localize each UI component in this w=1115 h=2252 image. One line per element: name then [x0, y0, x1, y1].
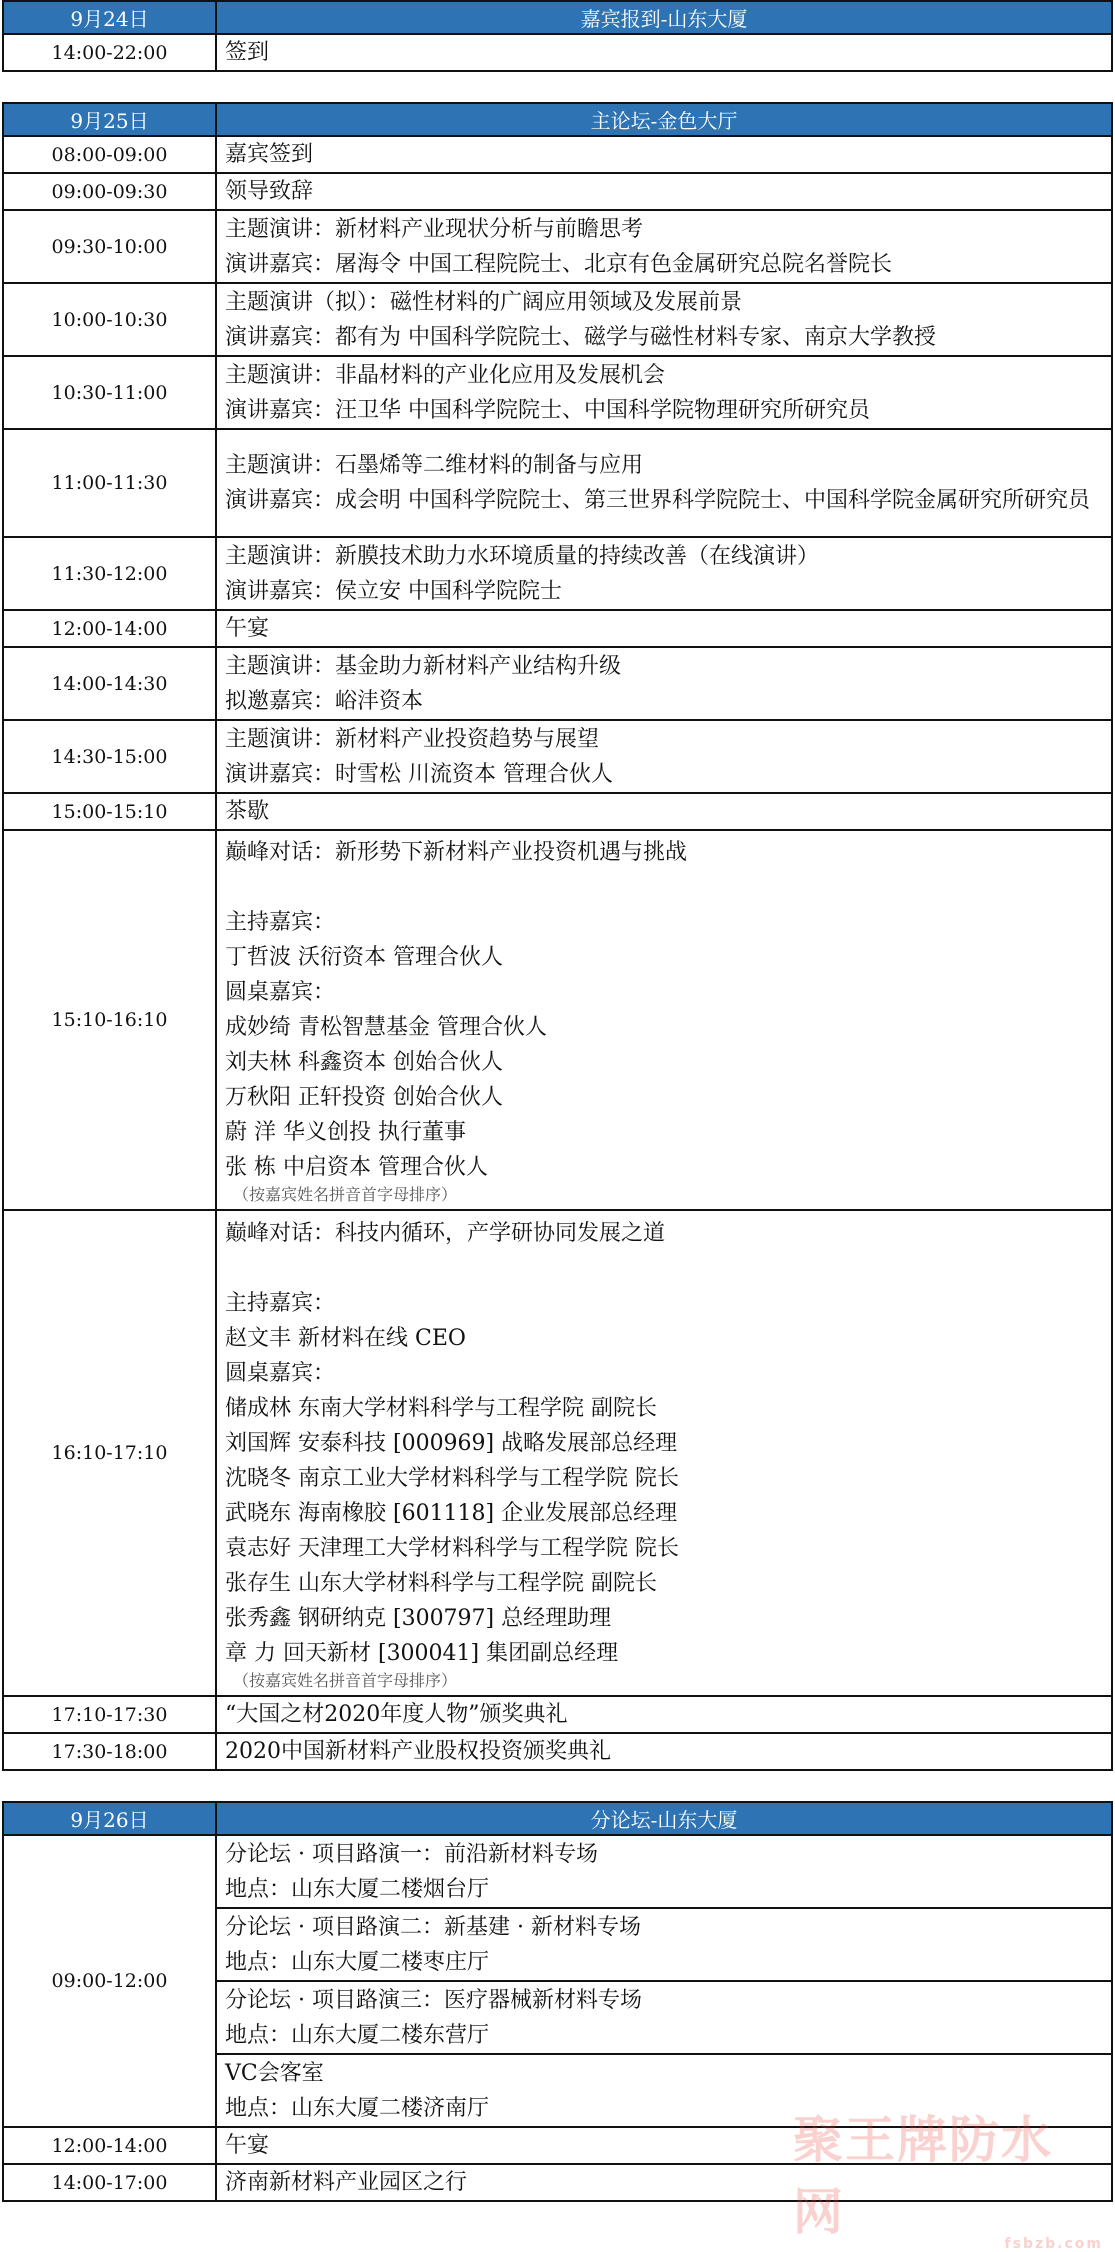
session-line: 丁哲波 沃衍资本 管理合伙人 [225, 945, 503, 970]
session-cell [216, 1696, 1112, 1733]
session-line: 张秀鑫 钢研纳克 [300797] 总经理助理 [225, 1605, 612, 1631]
table-row [3, 830, 1112, 1210]
session-line: 主持嘉宾： [225, 1290, 336, 1316]
session-line: 嘉宾签到 [225, 142, 314, 167]
session-line: 赵文丰 新材料在线 CEO [225, 1325, 466, 1351]
section-date: 9月24日 [3, 1, 216, 34]
session-line: 午宴 [225, 2133, 270, 2158]
section-date: 9月25日 [3, 103, 216, 136]
session-line: 主题演讲：石墨烯等二维材料的制备与应用 [225, 453, 644, 478]
session-line: 济南新材料产业园区之行 [225, 2170, 468, 2195]
session-cell [216, 210, 1112, 283]
session-line: 地点：山东大厦二楼枣庄厅 [225, 1949, 490, 1975]
session-line: 圆桌嘉宾： [225, 1360, 336, 1386]
session-line: 张存生 山东大学材料科学与工程学院 副院长 [225, 1570, 657, 1596]
session-line [225, 1251, 1105, 1286]
session-cell [216, 1210, 1112, 1696]
session-line: 袁志好 天津理工大学材料科学与工程学院 院长 [225, 1535, 679, 1561]
time-cell: 14:00-17:00 [3, 2164, 216, 2201]
session-line: 演讲嘉宾：时雪松 川流资本 管理合伙人 [225, 761, 613, 787]
session-line: 午宴 [225, 616, 270, 641]
section-header [3, 1802, 1112, 1835]
spacer-cell [3, 71, 1112, 103]
session-line: 签到 [225, 40, 270, 65]
session-cell [216, 429, 1112, 537]
time-cell: 12:00-14:00 [3, 610, 216, 647]
section-title: 分论坛-山东大厦 [216, 1802, 1112, 1835]
session-line: 拟邀嘉宾：峪沣资本 [225, 688, 424, 714]
session-cell [216, 173, 1112, 210]
session-line: 主持嘉宾： [225, 910, 336, 935]
section-title: 主论坛-金色大厅 [216, 103, 1112, 136]
time-cell: 17:10-17:30 [3, 1696, 216, 1733]
session-line: 主题演讲：非晶材料的产业化应用及发展机会 [225, 362, 666, 388]
session-line: 主题演讲（拟）：磁性材料的广阔应用领域及发展前景 [225, 289, 743, 315]
session-cell [216, 610, 1112, 647]
session-cell [216, 2054, 1112, 2127]
table-row [3, 1696, 1112, 1733]
watermark-sub: fsbzb.com [1004, 2236, 1103, 2252]
session-line: 演讲嘉宾：侯立安 中国科学院院士 [225, 578, 562, 604]
table-row [3, 429, 1112, 537]
session-line: 领导致辞 [225, 179, 314, 204]
session-line: 分论坛 · 项目路演一：前沿新材料专场 [225, 1841, 598, 1867]
session-line: 章 力 回天新材 [300041] 集团副总经理 [225, 1640, 619, 1666]
time-cell: 14:00-14:30 [3, 647, 216, 720]
session-cell [216, 1981, 1112, 2054]
session-line: 分论坛 · 项目路演二：新基建 · 新材料专场 [225, 1914, 641, 1940]
session-line: 地点：山东大厦二楼济南厅 [225, 2095, 490, 2121]
session-line: 张 栋 中启资本 管理合伙人 [225, 1155, 488, 1180]
session-line: 演讲嘉宾：屠海令 中国工程院院士、北京有色金属研究总院名誉院长 [225, 251, 892, 277]
session-cell [216, 537, 1112, 610]
session-cell [216, 1835, 1112, 1908]
session-cell [216, 283, 1112, 356]
session-line: 演讲嘉宾：成会明 中国科学院院士、第三世界科学院院士、中国科学院金属研究所研究员 [225, 488, 1090, 513]
sort-note: （按嘉宾姓名拼音首字母排序） [233, 1670, 458, 1690]
table-row [3, 1835, 1112, 1908]
table-row [3, 610, 1112, 647]
section-header [3, 1, 1112, 34]
table-row [3, 1210, 1112, 1696]
session-line: 巅峰对话：科技内循环，产学研协同发展之道 [225, 1220, 666, 1246]
session-line: 茶歇 [225, 799, 270, 824]
time-cell: 08:00-09:00 [3, 136, 216, 173]
session-line: 主题演讲：新材料产业现状分析与前瞻思考 [225, 216, 644, 242]
section-date: 9月26日 [3, 1802, 216, 1835]
session-line: 成妙绮 青松智慧基金 管理合伙人 [225, 1015, 547, 1040]
session-cell [216, 793, 1112, 830]
sort-note: （按嘉宾姓名拼音首字母排序） [233, 1185, 458, 1204]
table-row [3, 1733, 1112, 1770]
session-cell [216, 34, 1112, 71]
session-line: 武晓东 海南橡胶 [601118] 企业发展部总经理 [225, 1500, 678, 1526]
session-cell [216, 1908, 1112, 1981]
session-line: 演讲嘉宾：汪卫华 中国科学院院士、中国科学院物理研究所研究员 [225, 397, 870, 423]
session-line [225, 870, 1105, 905]
session-cell [216, 1733, 1112, 1770]
time-cell: 15:00-15:10 [3, 793, 216, 830]
time-cell: 10:00-10:30 [3, 283, 216, 356]
table-row [3, 356, 1112, 429]
time-cell: 14:30-15:00 [3, 720, 216, 793]
table-row [3, 173, 1112, 210]
schedule-table [2, 0, 1113, 2202]
session-line: 主题演讲：新膜技术助力水环境质量的持续改善（在线演讲） [225, 543, 820, 569]
table-row [3, 647, 1112, 720]
session-line: 主题演讲：基金助力新材料产业结构升级 [225, 653, 622, 679]
session-cell [216, 136, 1112, 173]
session-line: 万秋阳 正轩投资 创始合伙人 [225, 1085, 503, 1110]
session-line: VC会客室 [225, 2060, 324, 2086]
session-cell [216, 647, 1112, 720]
session-line: 刘夫林 科鑫资本 创始合伙人 [225, 1050, 503, 1075]
time-cell: 12:00-14:00 [3, 2127, 216, 2164]
session-cell [216, 830, 1112, 1210]
table-row [3, 34, 1112, 71]
section-spacer [3, 1770, 1112, 1802]
time-cell: 09:00-12:00 [3, 1835, 216, 2127]
table-row [3, 210, 1112, 283]
session-line: 储成林 东南大学材料科学与工程学院 副院长 [225, 1395, 657, 1421]
session-line: 沈晓冬 南京工业大学材料科学与工程学院 院长 [225, 1465, 679, 1491]
table-row [3, 720, 1112, 793]
time-cell: 14:00-22:00 [3, 34, 216, 71]
session-line: 地点：山东大厦二楼烟台厅 [225, 1876, 490, 1902]
session-line: “大国之材2020年度人物”颁奖典礼 [225, 1702, 568, 1727]
session-line: 主题演讲：新材料产业投资趋势与展望 [225, 726, 600, 752]
table-row [3, 537, 1112, 610]
section-spacer [3, 71, 1112, 103]
time-cell: 17:30-18:00 [3, 1733, 216, 1770]
time-cell: 09:00-09:30 [3, 173, 216, 210]
table-row [3, 2127, 1112, 2164]
session-line: 圆桌嘉宾： [225, 980, 336, 1005]
time-cell: 15:10-16:10 [3, 830, 216, 1210]
time-cell: 11:30-12:00 [3, 537, 216, 610]
session-cell [216, 720, 1112, 793]
session-line: 巅峰对话：新形势下新材料产业投资机遇与挑战 [225, 840, 688, 865]
time-cell: 09:30-10:00 [3, 210, 216, 283]
table-row [3, 793, 1112, 830]
session-line: 蔚 洋 华义创投 执行董事 [225, 1120, 466, 1145]
session-cell [216, 2127, 1112, 2164]
table-row [3, 283, 1112, 356]
session-line: 地点：山东大厦二楼东营厅 [225, 2022, 490, 2048]
time-cell: 16:10-17:10 [3, 1210, 216, 1696]
session-line: 分论坛 · 项目路演三：医疗器械新材料专场 [225, 1987, 642, 2013]
session-cell [216, 2164, 1112, 2201]
time-cell: 10:30-11:00 [3, 356, 216, 429]
section-header [3, 103, 1112, 136]
table-row [3, 2164, 1112, 2201]
spacer-cell [3, 1770, 1112, 1802]
schedule-body [3, 1, 1112, 2201]
session-line: 2020中国新材料产业股权投资颁奖典礼 [225, 1739, 611, 1764]
session-line: 演讲嘉宾：都有为 中国科学院院士、磁学与磁性材料专家、南京大学教授 [225, 324, 936, 350]
watermark-text: 聚王牌防水网 [793, 2111, 1053, 2241]
table-row [3, 136, 1112, 173]
session-line: 刘国辉 安泰科技 [000969] 战略发展部总经理 [225, 1430, 678, 1456]
section-title: 嘉宾报到-山东大厦 [216, 1, 1112, 34]
time-cell: 11:00-11:30 [3, 429, 216, 537]
session-cell [216, 356, 1112, 429]
